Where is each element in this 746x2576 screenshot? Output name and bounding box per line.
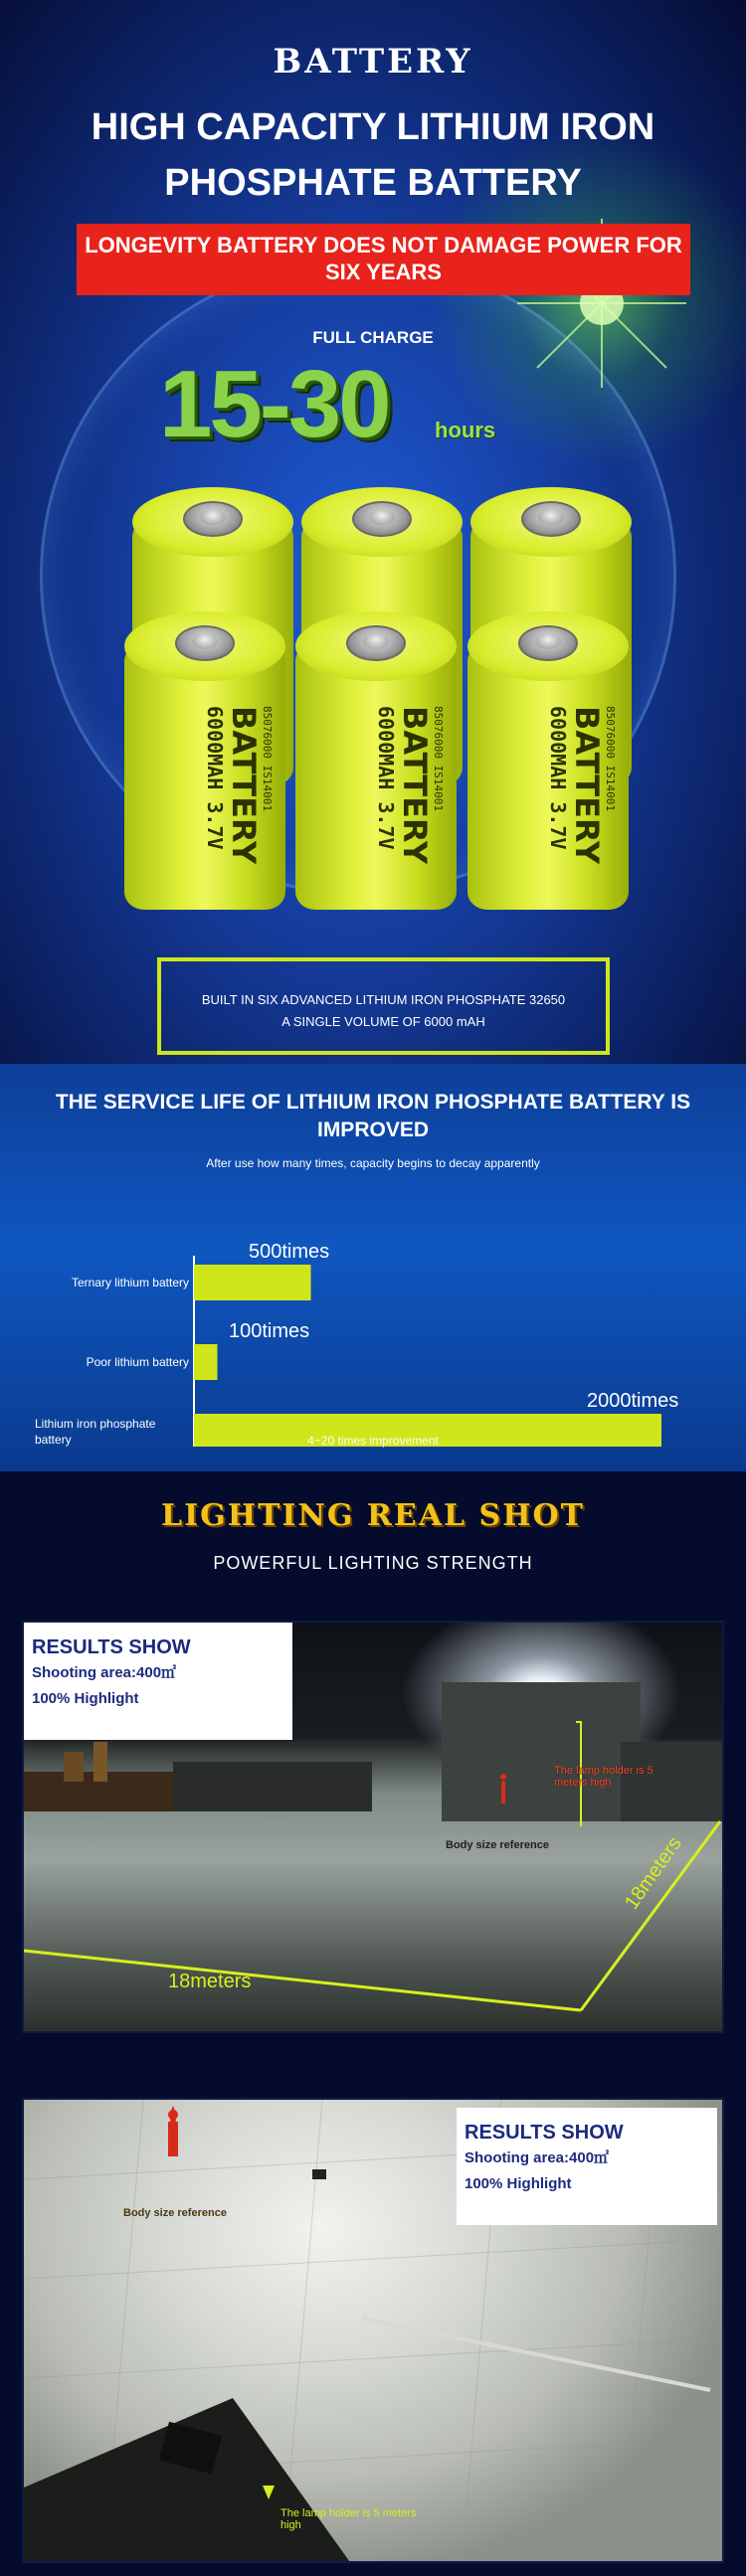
battery-label: 85076000 IS14001 BATTERY 6000MAH 3.7V xyxy=(374,706,445,864)
full-charge-label: FULL CHARGE xyxy=(312,328,434,347)
charge-hours-value: 15-30 xyxy=(159,351,389,457)
battery-label: 85076000 IS14001 BATTERY 6000MAH 3.7V xyxy=(203,706,274,864)
lamp-height-note: The lamp holder is 5 meters high xyxy=(280,2507,417,2531)
shooting-area: Shooting area:400㎡ xyxy=(32,1664,177,1681)
battery-spec-box xyxy=(157,957,610,1055)
lighting-title: LIGHTING REAL SHOT xyxy=(160,1498,585,1533)
battery-cell xyxy=(295,611,457,910)
lighting-photo-ground xyxy=(22,2098,724,2563)
chart-category-label: Lithium iron phosphate xyxy=(35,1417,156,1431)
section-title: BATTERY xyxy=(273,42,473,82)
highlight-value: 100% Highlight xyxy=(465,2175,572,2192)
chart-bar xyxy=(194,1265,311,1300)
chart-data-label: 2000times xyxy=(587,1390,679,1412)
body-size-note: Body size reference xyxy=(446,1839,549,1851)
results-card xyxy=(457,2108,717,2225)
service-life-section xyxy=(0,1064,746,1471)
chart-category-label: Poor lithium battery xyxy=(86,1355,189,1369)
battery-hero-section xyxy=(0,0,746,1064)
spec-line: A SINGLE VOLUME OF 6000 mAH xyxy=(281,1014,485,1029)
chart-bar xyxy=(194,1344,218,1380)
lighting-subtitle: POWERFUL LIGHTING STRENGTH xyxy=(213,1553,533,1573)
service-life-chart xyxy=(0,1178,746,1447)
lighting-section xyxy=(0,1471,746,2576)
results-card xyxy=(24,1623,292,1740)
hero-headline: HIGH CAPACITY LITHIUM IRON PHOSPHATE BATTERY xyxy=(91,106,655,204)
results-title: RESULTS SHOW xyxy=(465,2122,624,2144)
lighting-photo-night xyxy=(22,1621,724,2033)
highlight-value: 100% Highlight xyxy=(32,1690,139,1707)
chart-data-label: 500times xyxy=(249,1241,330,1263)
longevity-banner: LONGEVITY BATTERY DOES NOT DAMAGE POWER FOR SIX YEARS xyxy=(77,224,690,295)
battery-cell xyxy=(124,611,285,910)
charge-hours-unit: hours xyxy=(435,418,496,442)
spec-line: BUILT IN SIX ADVANCED LITHIUM IRON PHOSPHATE 32650 xyxy=(201,992,566,1007)
chart-data-label: 100times xyxy=(229,1320,310,1342)
battery-label: 85076000 IS14001 BATTERY 6000MAH 3.7V xyxy=(546,706,617,864)
service-life-note: After use how many times, capacity begins to decay apparently xyxy=(206,1156,540,1170)
width-meters-label: 18meters xyxy=(168,1971,252,1992)
shooting-area: Shooting area:400㎡ xyxy=(465,2149,610,2166)
lamp-height-note: The lamp holder is 5 meters high xyxy=(554,1765,653,1789)
body-size-note: Body size reference xyxy=(123,2207,227,2219)
battery-pack-image xyxy=(124,477,642,935)
chart-category-label: Ternary lithium battery xyxy=(71,1276,189,1289)
service-life-title: THE SERVICE LIFE OF LITHIUM IRON PHOSPHATE BATTERY IS IMPROVED xyxy=(55,1091,691,1141)
improvement-note: 4~20 times improvement xyxy=(307,1434,439,1448)
battery-cell xyxy=(467,611,629,910)
depth-meters-label: 18meters xyxy=(621,1832,686,1914)
chart-category-label: battery xyxy=(35,1433,72,1447)
results-title: RESULTS SHOW xyxy=(32,1636,191,1658)
